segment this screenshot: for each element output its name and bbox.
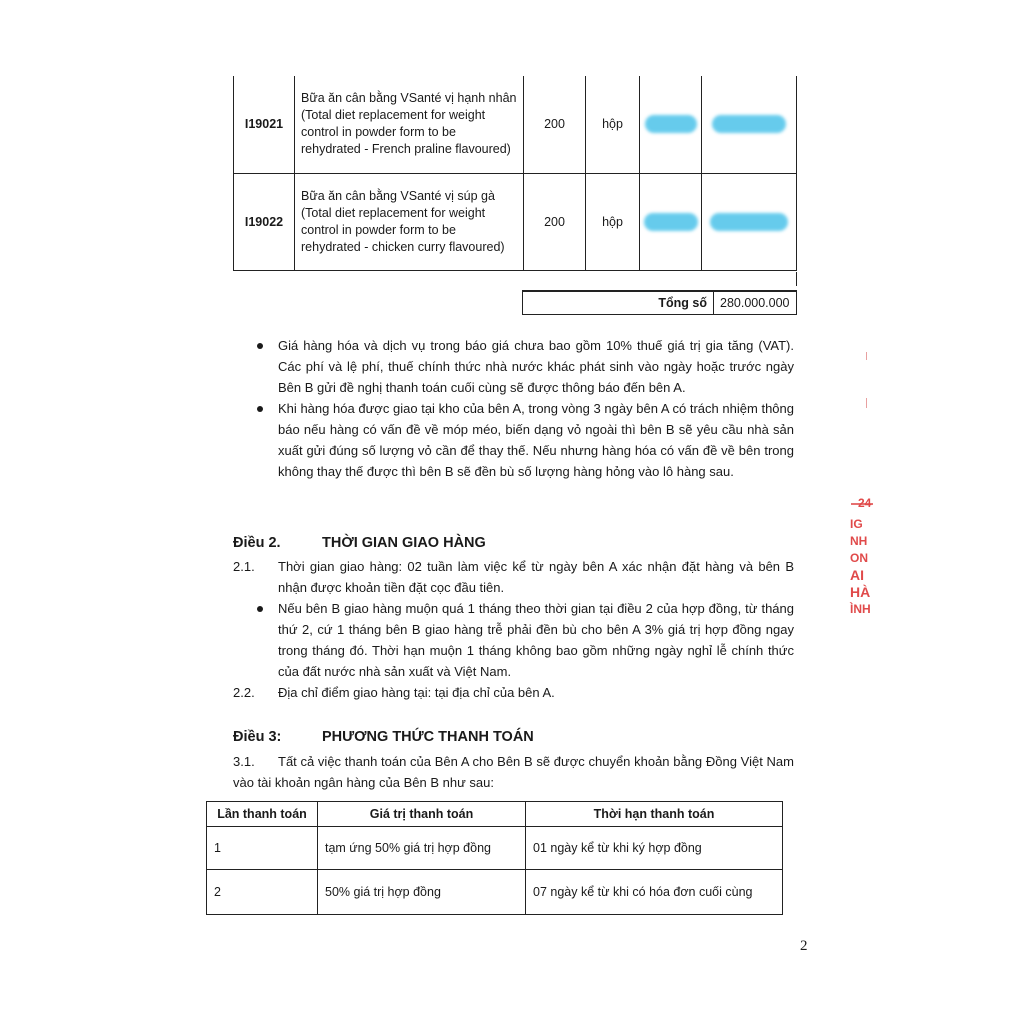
table-header-row [207,802,783,827]
column-header: Giá trị thanh toán [318,802,526,827]
total-row [522,290,797,315]
redacted-line-total [702,76,797,173]
table-edge [796,272,797,286]
redacted-unit-price [640,173,702,270]
table-row [207,870,783,915]
clause-2-1-penalty: Nếu bên B giao hàng muộn quá 1 tháng theo thời gian tại điều 2 của hợp đồng, từ tháng thứ 2, cứ 1 tháng bên B giao hàng trễ phải đền bù cho bên A 3% giá trị hợp đồng ngay trong tháng đó. Thời hạn muộn 1 tháng không bao gồm những ngày nghỉ lễ chính thức của đất nước nhà sản xuất và Việt Nam. [278,601,794,679]
column-header: Lần thanh toán [207,802,318,827]
product-code: I19021 [234,76,295,173]
table-cell: 1 [207,827,318,870]
bullet-dot [257,606,263,612]
total-value: 280.000.000 [720,296,790,310]
table-cell: 07 ngày kể từ khi có hóa đơn cuối cùng [526,870,783,915]
column-header: Thời hạn thanh toán [526,802,783,827]
bullet-dot [257,406,263,412]
note-damaged-goods: Khi hàng hóa được giao tại kho của bên A, trong vòng 3 ngày bên A có trách nhiệm thông báo nếu hàng có vấn đề về móp méo, biến dạng vỏ ngoài thì bên B sẽ yêu cầu nhà sản xuất gửi đúng số lượng vỏ cần để thay thế. Nếu nhưng hàng hóa có vấn đề về bên trong không thay thế được thì bên B sẽ đền bù số lượng hàng hỏng vào lô hàng sau. [278,401,794,479]
product-unit: hộp [586,173,640,270]
stamp-mark [866,352,867,360]
redacted-line-total [702,173,797,270]
product-code: I19022 [234,173,295,270]
table-cell: 50% giá trị hợp đồng [318,870,526,915]
total-label: Tổng số [523,292,714,314]
table-cell: 2 [207,870,318,915]
clause-2-2-text: Địa chỉ điểm giao hàng tại: tại địa chỉ của bên A. [278,685,555,700]
product-description: Bữa ăn cân bằng VSanté vị súp gà (Total diet replacement for weight control in powder form to be rehydrated - chicken curry flavoured) [295,173,524,270]
bullet-dot [257,343,263,349]
clause-2-2-number: 2.2. [233,685,255,700]
clause-2-1-text: Thời gian giao hàng: 02 tuần làm việc kể từ ngày bên A xác nhận đặt hàng và bên B nhận được khoản tiền đặt cọc đầu tiên. [278,559,794,595]
seal-stamp-fragment: 24 IG NH ON AI HÀ ÌNH [850,496,872,616]
clause-3-1-number: 3.1. [233,754,255,769]
table-row [234,173,797,270]
table-cell: 01 ngày kể từ khi ký hợp đồng [526,827,783,870]
product-unit: hộp [586,76,640,173]
clause-2-1-number: 2.1. [233,559,255,574]
clause-3-1 [233,751,794,793]
redacted-unit-price [640,76,702,173]
clause-3-1-text: Tất cả việc thanh toán của Bên A cho Bên B sẽ được chuyển khoản bằng Đồng Việt Nam vào tài khoản ngân hàng của Bên B như sau: [233,754,794,790]
table-cell: tạm ứng 50% giá trị hợp đồng [318,827,526,870]
table-row [234,76,797,173]
stamp-mark [866,398,867,408]
note-vat: Giá hàng hóa và dịch vụ trong báo giá chưa bao gồm 10% thuế giá trị gia tăng (VAT). Các phí và lệ phí, thuế chính thức nhà nước khác phát sinh vào ngày hoặc trước ngày Bên B gửi đề nghị thanh toán cuối cùng sẽ được thông báo đến bên A. [278,338,794,395]
product-quantity: 200 [524,173,586,270]
article-2-number: Điều 2. [233,535,281,551]
product-table [233,76,797,271]
table-row [207,827,783,870]
product-description: Bữa ăn cân bằng VSanté vị hạnh nhân (Total diet replacement for weight control in powder form to be rehydrated - French praline flavoured) [295,76,524,173]
article-3-title: PHƯƠNG THỨC THANH TOÁN [322,729,534,745]
product-quantity: 200 [524,76,586,173]
article-3-number: Điều 3: [233,729,282,745]
page-number: 2 [800,938,808,954]
article-2-title: THỜI GIAN GIAO HÀNG [322,535,486,551]
payment-table [206,801,783,915]
